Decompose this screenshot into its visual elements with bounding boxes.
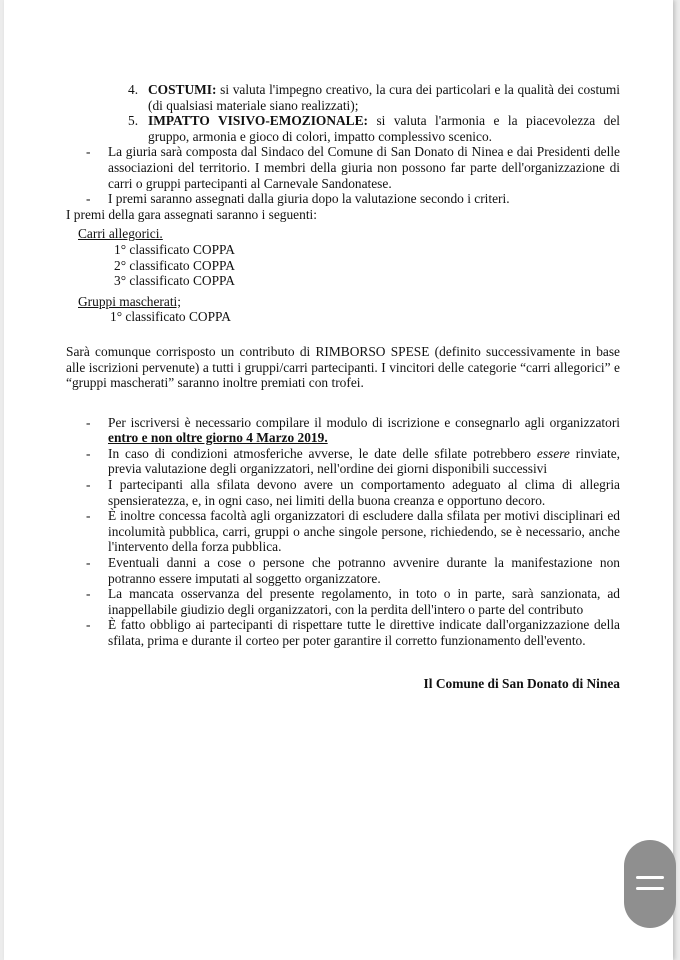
- carri-heading: Carri allegorici.: [78, 226, 163, 242]
- criterion-item: [66, 82, 620, 113]
- criterion-term: COSTUMI:: [148, 82, 217, 97]
- gruppi-section: [66, 294, 620, 325]
- rule-item: [66, 477, 620, 508]
- criterion-item: [66, 113, 620, 144]
- signature: Il Comune di San Donato di Ninea: [423, 675, 620, 691]
- jury-item: [66, 191, 620, 207]
- jury-list: [66, 144, 620, 206]
- prizes-intro: I premi della gara assegnati saranno i seguenti:: [66, 206, 317, 222]
- rule-text: È inoltre concessa facoltà agli organizzatori di escludere dalla sfilata per motivi disciplinari ed incolumità pubblica, carri, gruppi o anche singole persone, richiedendo, se è necessario, anche l'intervento della forza pubblica.: [108, 508, 620, 555]
- rule-item: [66, 415, 620, 446]
- criterion-number: 4.: [128, 82, 139, 97]
- document-body: [66, 82, 620, 691]
- bullet-dash: -: [86, 191, 91, 207]
- menu-button[interactable]: [624, 840, 676, 928]
- bullet-dash: -: [86, 555, 91, 571]
- deadline-text: entro e non oltre giorno 4 Marzo 2019.: [108, 430, 328, 446]
- rule-item: [66, 446, 620, 477]
- criterion-text: si valuta l'armonia e la piacevolezza del gruppo, armonia e gioco di colori, impatto complessivo scenico.: [148, 113, 620, 144]
- bullet-dash: -: [86, 445, 91, 461]
- rule-item: [66, 555, 620, 586]
- rule-item: [66, 508, 620, 555]
- bullet-dash: -: [86, 144, 91, 160]
- criterion-text: si valuta l'impegno creativo, la cura dei particolari e la qualità dei costumi (di qualsiasi materiale siano realizzati);: [148, 82, 620, 113]
- rule-item: [66, 586, 620, 617]
- rules-list: [66, 415, 620, 649]
- jury-text: La giuria sarà composta dal Sindaco del Comune di San Donato di Ninea e dai Presidenti delle associazioni del territorio. I membri della giuria non possono far parte dell'organizzazione di carri o gruppi partecipanti al Carnevale Sandonatese.: [108, 144, 620, 191]
- bullet-dash: -: [86, 508, 91, 524]
- gruppi-award: 1° classificato COPPA: [110, 309, 231, 325]
- rule-text: Eventuali danni a cose o persone che potranno avvenire durante la manifestazione non potranno essere imputati al soggetto organizzatore.: [108, 555, 620, 586]
- document-page: [4, 0, 673, 960]
- rule-italic-text: essere: [536, 445, 570, 461]
- bullet-dash: -: [86, 586, 91, 602]
- jury-item: [66, 144, 620, 191]
- rule-text: La mancata osservanza del presente regolamento, in toto o in parte, sarà sanzionata, ad inappellabile giudizio degli organizzatori, con la perdita dell'intero o parte del contributo: [108, 586, 620, 617]
- rule-text: I partecipanti alla sfilata devono avere un comportamento adeguato al clima di allegria spensieratezza, e, in ogni caso, nei limiti della buona creanza e opportuno decoro.: [108, 477, 620, 508]
- carri-award: 2° classificato COPPA: [114, 257, 235, 273]
- menu-line: [636, 876, 664, 879]
- criterion-term: IMPATTO VISIVO-EMOZIONALE:: [148, 113, 368, 129]
- bullet-dash: -: [86, 477, 91, 493]
- rule-item: [66, 617, 620, 648]
- rimborso-paragraph: Sarà comunque corrisposto un contributo di RIMBORSO SPESE (definito successivamente in base alle iscrizioni pervenute) a tutti i gruppi/carri partecipanti. I vincitori delle categorie “carri allegorici” e “gruppi mascherati” saranno inoltre premiati con trofei.: [66, 343, 620, 391]
- gruppi-heading: Gruppi mascherati;: [78, 293, 181, 309]
- criterion-number: 5.: [128, 113, 139, 129]
- menu-line: [636, 887, 664, 890]
- rule-text: rinviate, previa valutazione degli organizzatori, nell'ordine dei giorni disponibili successivi: [108, 445, 621, 477]
- jury-text: I premi saranno assegnati dalla giuria dopo la valutazione secondo i criteri.: [108, 191, 510, 207]
- bullet-dash: -: [86, 617, 91, 633]
- carri-section: [66, 226, 620, 288]
- rule-text: È fatto obbligo ai partecipanti di rispettare tutte le direttive indicate dall'organizzazione della sfilata, prima e durante il corteo per poter garantire il corretto funzionamento dell'evento.: [108, 617, 620, 648]
- bullet-dash: -: [86, 414, 91, 430]
- carri-award: 3° classificato COPPA: [114, 273, 235, 289]
- criteria-list: [66, 82, 620, 144]
- rule-text: In caso di condizioni atmosferiche avverse, le date delle sfilate potrebbero: [108, 445, 537, 461]
- carri-award: 1° classificato COPPA: [114, 241, 235, 257]
- rule-text: Per iscriversi è necessario compilare il modulo di iscrizione e consegnarlo agli organizzatori: [108, 414, 620, 430]
